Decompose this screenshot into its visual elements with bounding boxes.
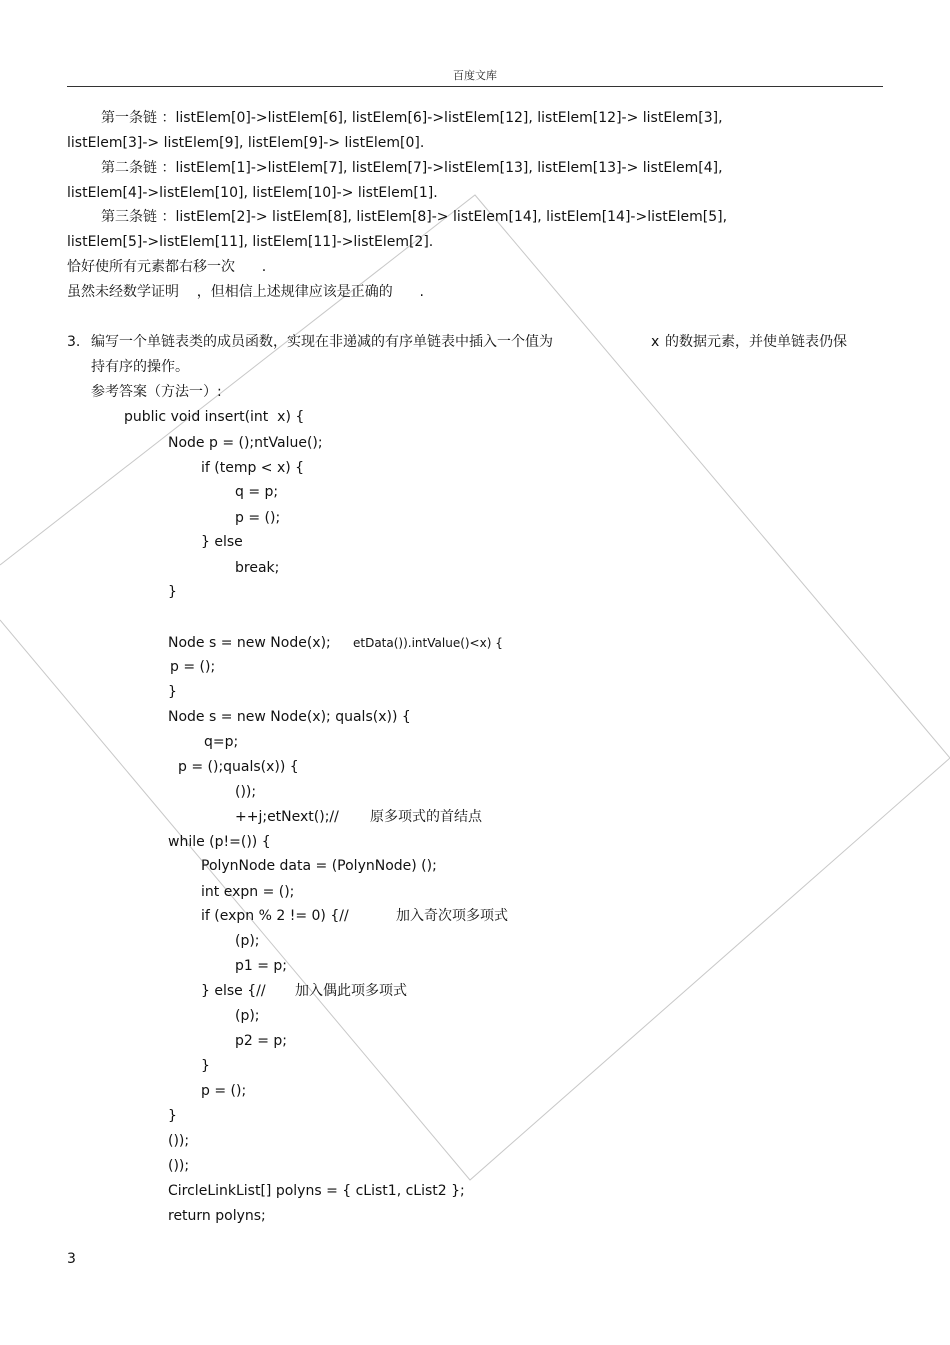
code-comment: 加入奇次项多项式: [396, 908, 508, 924]
answer-label: 参考答案（方法一）:: [91, 384, 222, 400]
code-line: p = ();: [201, 1083, 247, 1099]
chain3-line-b: listElem[5]->listElem[11], listElem[11]->listElem[2].: [67, 234, 434, 250]
code-line: while (p!=()) {: [168, 834, 271, 850]
code-line: p2 = p;: [235, 1033, 288, 1049]
note-line-1: 恰好使所有元素都右移一次 .: [67, 259, 267, 275]
code-line: }: [168, 1108, 177, 1124]
chain1-line-b: listElem[3]-> listElem[9], listElem[9]-> listElem[0].: [67, 135, 425, 151]
code-line: ());: [235, 784, 257, 800]
code-line: ());: [168, 1133, 190, 1149]
code-line: q = p;: [235, 484, 279, 500]
code-line: CircleLinkList[] polyns = { cList1, cList2 };: [168, 1183, 465, 1199]
code-line: Node p = ();ntValue();: [168, 435, 323, 451]
code-line: p1 = p;: [235, 958, 288, 974]
code-line: break;: [235, 560, 280, 576]
code-line: }: [168, 584, 177, 600]
code-line: public void insert(int x) {: [124, 409, 305, 425]
code-line: }: [201, 1058, 210, 1074]
code-line: Node s = new Node(x);: [168, 635, 331, 651]
code-line: p = ();: [235, 510, 281, 526]
code-line: if (temp < x) {: [201, 460, 305, 476]
question-text-a: 编写一个单链表类的成员函数，实现在非递减的有序单链表中插入一个值为: [91, 334, 553, 350]
page-number: 3: [67, 1251, 76, 1267]
code-line: if (expn % 2 != 0) {//: [201, 908, 349, 924]
code-line: PolynNode data = (PolynNode) ();: [201, 858, 437, 874]
code-line: } else: [201, 534, 243, 550]
code-line: Node s = new Node(x); quals(x)) {: [168, 709, 411, 725]
code-line: (p);: [235, 1008, 260, 1024]
chain3-line-a: 第三条链 ：listElem[2]-> listElem[8], listElem[8]-> listElem[14], listElem[14]->listElem[5],: [101, 209, 728, 225]
chain2-line-b: listElem[4]->listElem[10], listElem[10]-> listElem[1].: [67, 185, 438, 201]
code-line: (p);: [235, 933, 260, 949]
code-line: p = ();: [170, 659, 216, 675]
code-line: ());: [168, 1158, 190, 1174]
code-line: return polyns;: [168, 1208, 266, 1224]
code-line: p = ();quals(x)) {: [178, 759, 299, 775]
code-line: int expn = ();: [201, 884, 295, 900]
question-number: 3.: [67, 334, 81, 350]
page-header: 百度文库: [453, 69, 497, 82]
code-comment: 加入偶此项多项式: [295, 983, 407, 999]
code-line: } else {//: [201, 983, 266, 999]
code-line: ++j;etNext();//: [235, 809, 339, 825]
chain1-line-a: 第一条链 ：listElem[0]->listElem[6], listElem[6]->listElem[12], listElem[12]-> listElem[3],: [101, 110, 723, 126]
note-line-2: 虽然未经数学证明 ，但相信上述规律应该是正确的 .: [67, 284, 424, 300]
code-line: }: [168, 684, 177, 700]
code-line-fragment: etData()).intValue()<x) {: [353, 636, 503, 650]
code-comment: 原多项式的首结点: [370, 809, 482, 825]
question-text-c: 持有序的操作。: [91, 359, 189, 375]
question-text-b: 的数据元素，并使单链表仍保: [665, 334, 847, 350]
question-variable: x: [651, 334, 660, 350]
chain2-line-a: 第二条链 ：listElem[1]->listElem[7], listElem[7]->listElem[13], listElem[13]-> listElem[4],: [101, 160, 723, 176]
header-divider: [67, 86, 883, 87]
code-line: q=p;: [204, 734, 239, 750]
